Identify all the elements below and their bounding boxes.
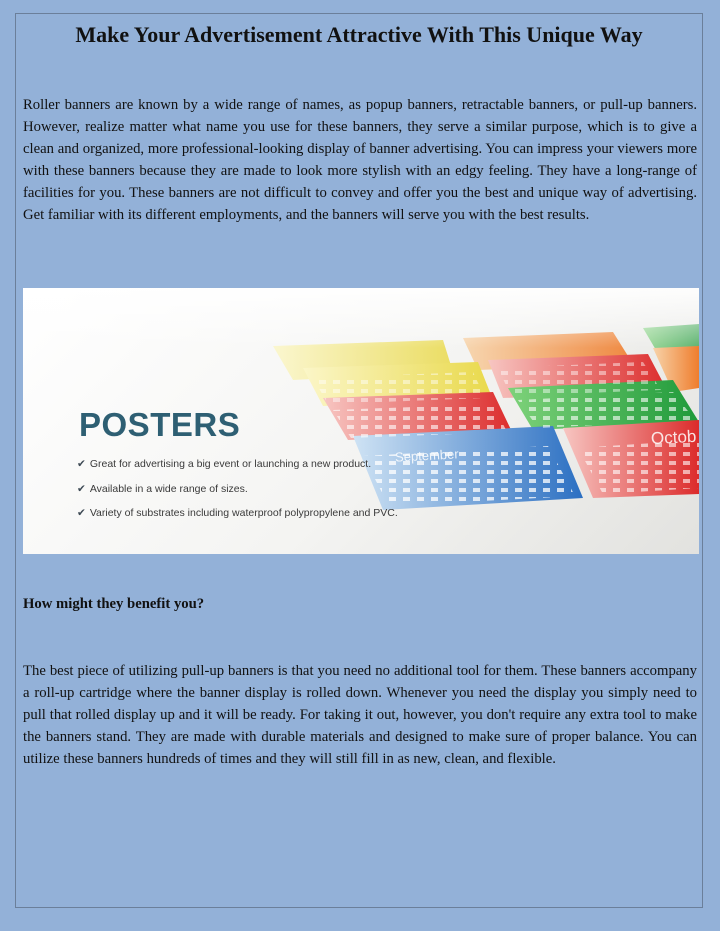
check-icon: ✔ [77, 458, 86, 470]
calendar-month-label-2: Octob [650, 426, 697, 449]
posters-heading: POSTERS [79, 406, 241, 443]
list-item: ✔ Variety of substrates including waterproof polypropylene and PVC. [77, 507, 398, 519]
check-icon: ✔ [77, 507, 86, 519]
section-heading: How might they benefit you? [23, 596, 205, 612]
calendar-month-label: September [394, 446, 459, 465]
posters-image [23, 288, 699, 554]
page-title: Make Your Advertisement Attractive With This Unique Way [75, 22, 643, 47]
check-icon: ✔ [77, 482, 86, 495]
body-paragraph: The best piece of utilizing pull-up banners is that you need no additional tool for them. These banners accompany a roll-up cartridge where the banner display is rolled down. Whenever you need the display you simply need to pull that rolled display up and it will be ready. For taking it out, however, you don't require any extra tool to make the banners stand. They are made with durable materials and designed to make sure of proper balance. You can utilize these banners hundreds of times and they will still fill in as new, clean, and flexible. [23, 663, 697, 767]
list-item: ✔ Great for advertising a big event or launching a new product. [77, 458, 372, 470]
posters-bullet-list [77, 458, 398, 532]
intro-paragraph: Roller banners are known by a wide range of names, as popup banners, retractable banners, or pull-up banners. However, realize matter what name you use for these banners, they serve a similar purpose, which is to give a clean and organized, more professional-looking display of banner advertising. You can impress your viewers more with these banners because they are made to look more stylish with an edgy feeling. They have a long-range of facilities for you. These banners are not difficult to convey and offer you the best and unique way of advertising. Get familiar with its different employments, and the banners will serve you with the best results. [23, 97, 697, 223]
list-item: ✔ Available in a wide range of sizes. [77, 482, 248, 495]
